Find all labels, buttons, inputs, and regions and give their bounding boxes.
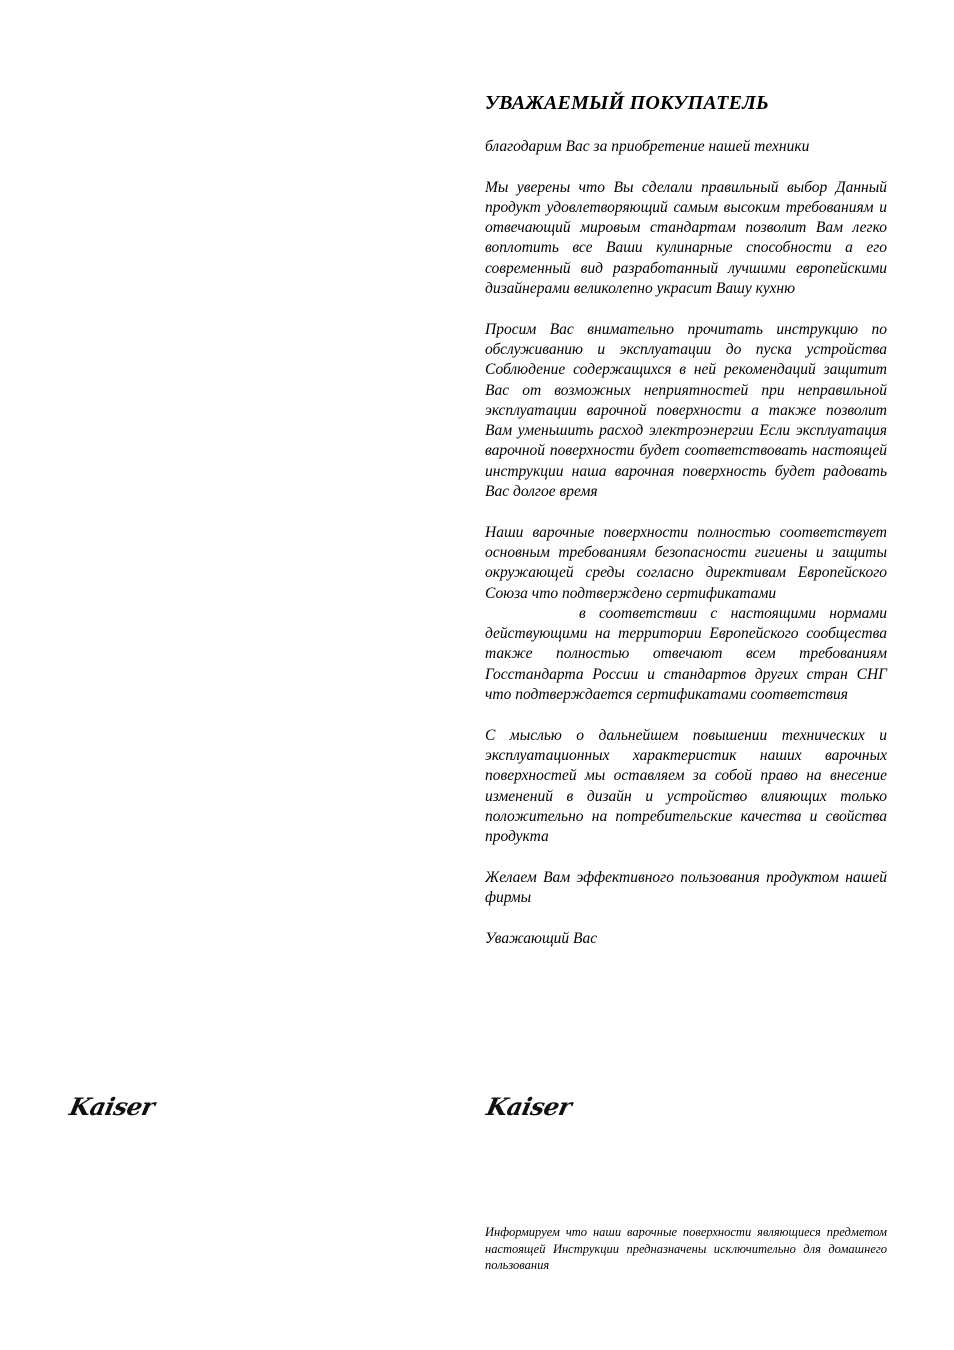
logo-text-left: Kaiser bbox=[67, 1092, 158, 1121]
letter-column bbox=[485, 92, 887, 969]
paragraph-instructions: Просим Вас внимательно прочитать инструкцию по обслуживанию и эксплуатации до пуска устройства Соблюдение содержащихся в ней рекомендаций защитит Вас от возможных неприятностей при неправильной эксплуатации варочной поверхности а также позволит Вам уменьшить расход электроэнергии Если эксплуатация варочной поверхности будет соответствовать настоящей инструкции наша варочная поверхность будет радовать Вас долгое время bbox=[485, 320, 887, 501]
kaiser-logo-left bbox=[67, 1092, 193, 1122]
compliance-part-1: Наши варочные поверхности полностью соответствует основным требованиям безопасности гигиены и защиты окружающей среды согласно директивам Европейского Союза что подтверждено сертификатами bbox=[485, 523, 887, 602]
paragraph-compliance bbox=[485, 523, 887, 706]
logo-text-right: Kaiser bbox=[484, 1092, 575, 1121]
thanks-line: благодарим Вас за приобретение нашей техники bbox=[485, 138, 810, 155]
kaiser-logo-right bbox=[484, 1092, 610, 1122]
paragraph-choice: Мы уверены что Вы сделали правильный выбор Данный продукт удовлетворяющий самым высоким требованиям и отвечающий мировым стандартам позволит Вам легко воплотить все Ваши кулинарные способности а его современный вид разработанный лучшими европейскими дизайнерами великолепно украсит Вашу кухню bbox=[485, 178, 887, 298]
compliance-part-2: в соответствии с настоящими нормами действующими на территории Европейского сообщества также полностью отвечают всем требованиям Госстандарта России и стандартов других стран СНГ что подтверждается сертификатами соответствия bbox=[485, 604, 887, 704]
paragraph-changes: С мыслью о дальнейшем повышении технических и эксплуатационных характеристик наших варочных поверхностей мы оставляем за собой право на внесение изменений в дизайн и устройство влияющих только положительно на потребительские качества и свойства продукта bbox=[485, 726, 887, 846]
footnote-domestic-use: Информируем что наши варочные поверхности являющиеся предметом настоящей Инструкции предназначены исключительно для домашнего пользования bbox=[485, 1225, 887, 1272]
paragraph-wishes: Желаем Вам эффективного пользования продуктом нашей фирмы bbox=[485, 868, 887, 906]
signoff: Уважающий Вас bbox=[485, 929, 598, 947]
letter-title: УВАЖАЕМЫЙ ПОКУПАТЕЛЬ bbox=[485, 92, 769, 114]
